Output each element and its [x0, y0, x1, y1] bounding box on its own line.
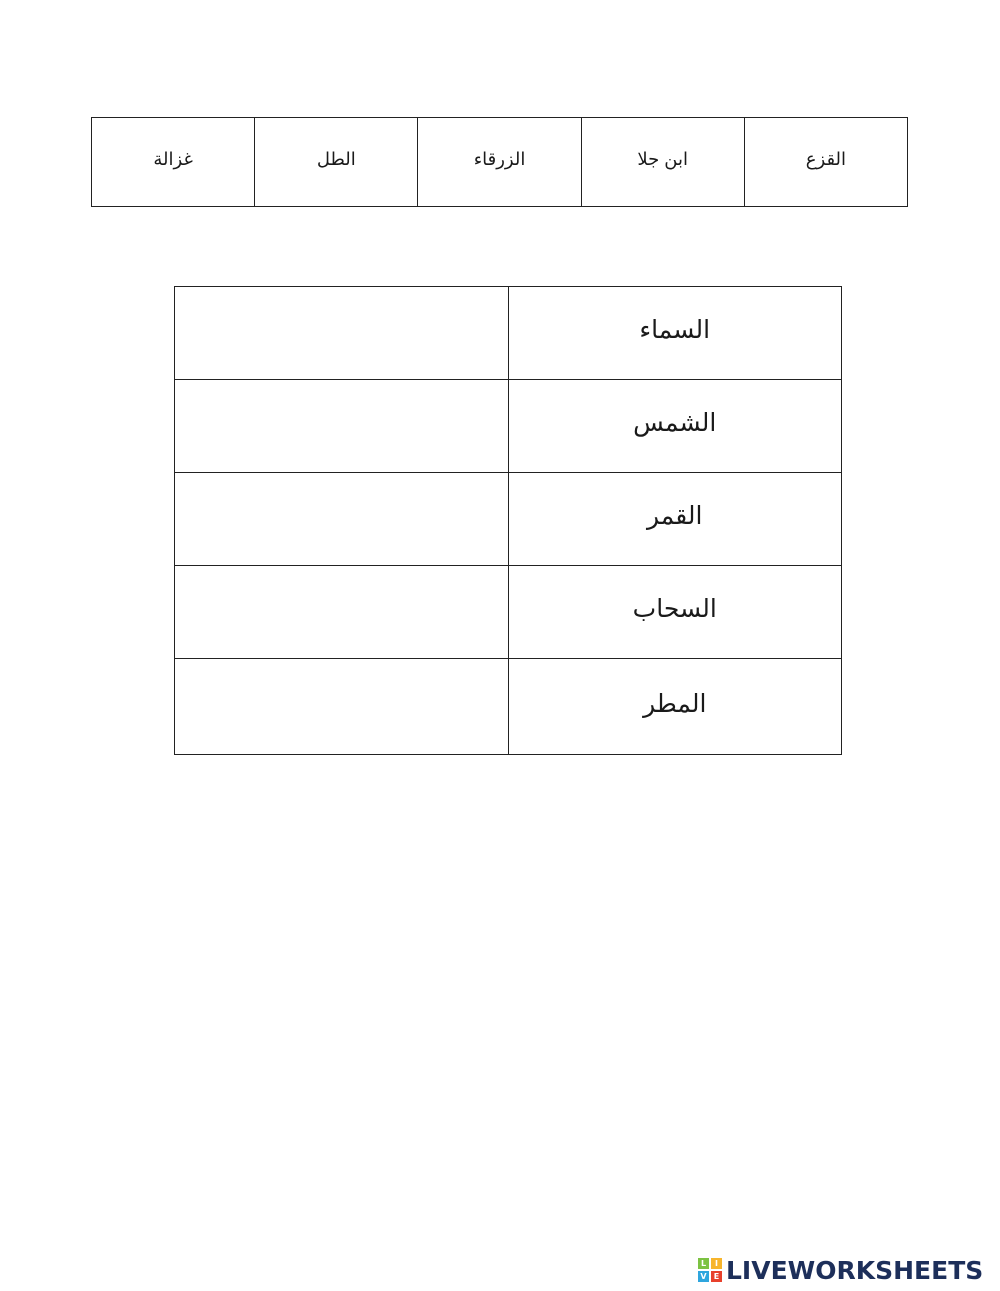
table-row	[175, 380, 842, 473]
word-bank-cell: الزرقاء	[418, 118, 581, 207]
answer-drop-cell[interactable]	[175, 659, 509, 755]
logo-mark-letter: V	[698, 1271, 709, 1282]
logo-mark-icon	[698, 1258, 722, 1282]
table-row	[175, 566, 842, 659]
answer-drop-cell[interactable]	[175, 287, 509, 380]
term-cell: السحاب	[508, 566, 842, 659]
word-bank-cell: ابن جلا	[581, 118, 744, 207]
logo-mark-letter: I	[711, 1258, 722, 1269]
table-row	[175, 473, 842, 566]
table-row	[175, 659, 842, 755]
answer-drop-cell[interactable]	[175, 566, 509, 659]
table-row	[175, 287, 842, 380]
word-bank-cell: القزع	[744, 118, 907, 207]
matching-table	[174, 286, 842, 755]
logo-mark-letter: L	[698, 1258, 709, 1269]
word-bank-table	[91, 117, 908, 207]
term-cell: المطر	[508, 659, 842, 755]
answer-drop-cell[interactable]	[175, 380, 509, 473]
liveworksheets-logo	[698, 1256, 983, 1284]
term-cell: الشمس	[508, 380, 842, 473]
logo-mark-letter: E	[711, 1271, 722, 1282]
word-bank-cell: الطل	[255, 118, 418, 207]
word-bank-row	[92, 118, 908, 207]
answer-drop-cell[interactable]	[175, 473, 509, 566]
word-bank-cell: غزالة	[92, 118, 255, 207]
logo-text: LIVEWORKSHEETS	[726, 1255, 984, 1285]
term-cell: السماء	[508, 287, 842, 380]
term-cell: القمر	[508, 473, 842, 566]
